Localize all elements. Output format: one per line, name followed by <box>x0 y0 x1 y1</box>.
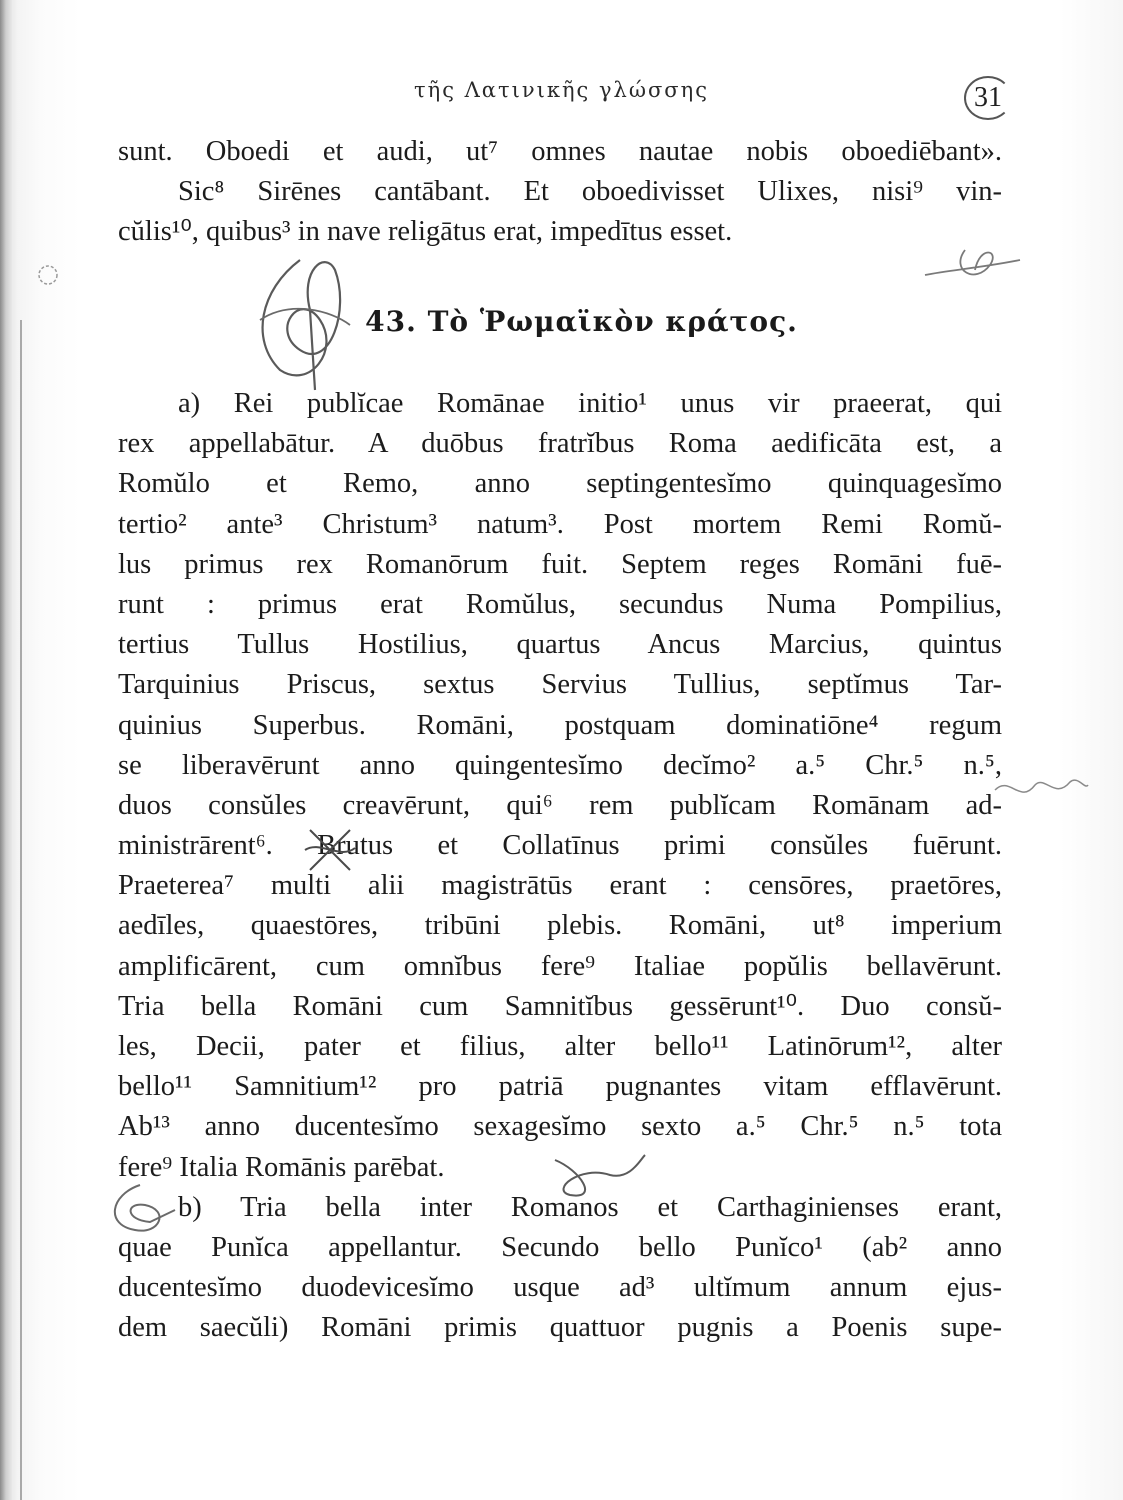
text-line: a) Rei publĭcae Romānae initio¹ unus vir praeerat, qui <box>178 388 1002 419</box>
section-heading: 43. Τὸ Ῥωμαϊκὸν κράτος. <box>365 305 798 338</box>
text-line: Praeterea⁷ multi alii magistrātūs erant : censōres, praetōres, <box>118 870 1002 902</box>
text-line: ducentesĭmo duodevicesĭmo usque ad³ ultĭmum annum ejus- <box>118 1272 1002 1304</box>
margin-stain <box>30 255 70 295</box>
text-line: fere⁹ Italia Romānis parēbat. <box>118 1151 445 1183</box>
page-number: 31 <box>964 76 1012 120</box>
text-line: sunt. Oboedi et audi, ut⁷ omnes nautae nobis oboediēbant». <box>118 136 1002 167</box>
running-head: τῆς Λατινικῆς γλώσσης <box>414 78 709 102</box>
body-text <box>118 384 1002 1349</box>
pencil-mark-margin-right <box>990 770 1090 810</box>
intro-paragraph <box>118 132 1002 253</box>
text-line: Tarquinius Priscus, sextus Servius Tullius, septĭmus Tar- <box>118 669 1002 701</box>
page-binding-edge <box>0 0 12 1500</box>
text-line: Ab¹³ anno ducentesĭmo sexagesĭmo sexto a.⁵ Chr.⁵ n.⁵ tota <box>118 1111 1002 1143</box>
text-line: duos consŭles creavērunt, qui⁶ rem publĭcam Romānam ad- <box>118 789 1002 821</box>
text-line: rex appellabātur. A duōbus fratrĭbus Roma aedificāta est, a <box>118 428 1002 460</box>
text-line: quinius Superbus. Romāni, postquam dominatiōne⁴ regum <box>118 709 1002 741</box>
text-line: aedīles, quaestōres, tribūni plebis. Romāni, ut⁸ imperium <box>118 910 1002 942</box>
text-line: cŭlis¹⁰, quibus³ in nave religātus erat, impedītus esset. <box>118 216 733 248</box>
margin-rule <box>20 320 22 1500</box>
text-line: tertius Tullus Hostilius, quartus Ancus Marcius, quintus <box>118 629 1002 661</box>
text-line: b) Tria bella inter Romanos et Carthaginienses erant, <box>178 1191 1002 1223</box>
text-line: tertio² ante³ Christum³ natum³. Post mortem Remi Romŭ- <box>118 508 1002 540</box>
text-line: quae Punĭca appellantur. Secundo bello Punĭco¹ (ab² anno <box>118 1231 1002 1263</box>
text-line: ministrārent⁶. Brutus et Collatīnus primi consŭles fuērunt. <box>118 830 1002 862</box>
text-line: Sic⁸ Sirēnes cantābant. Et oboedivisset Ulixes, nisi⁹ vin- <box>178 176 1002 208</box>
text-line: Tria bella Romāni cum Samnitĭbus gessērunt¹⁰. Duo consŭ- <box>118 990 1002 1022</box>
text-line: lus primus rex Romanōrum fuit. Septem reges Romāni fuē- <box>118 548 1002 580</box>
text-line: se liberavērunt anno quingentesĭmo decĭmo² a.⁵ Chr.⁵ n.⁵, <box>118 749 1002 781</box>
text-line: Romŭlo et Remo, anno septingentesĭmo quinquagesĭmo <box>118 468 1002 500</box>
text-line: bello¹¹ Samnitium¹² pro patriā pugnantes vitam efflavērunt. <box>118 1071 1002 1103</box>
text-line: les, Decii, pater et filius, alter bello¹¹ Latinōrum¹², alter <box>118 1031 1002 1062</box>
text-line: dem saecŭli) Romāni primis quattuor pugnis a Poenis supe- <box>118 1312 1002 1344</box>
text-line: amplificārent, cum omnĭbus fere⁹ Italiae popŭlis bellavērunt. <box>118 950 1002 982</box>
text-line: runt : primus erat Romŭlus, secundus Numa Pompilius, <box>118 588 1002 620</box>
